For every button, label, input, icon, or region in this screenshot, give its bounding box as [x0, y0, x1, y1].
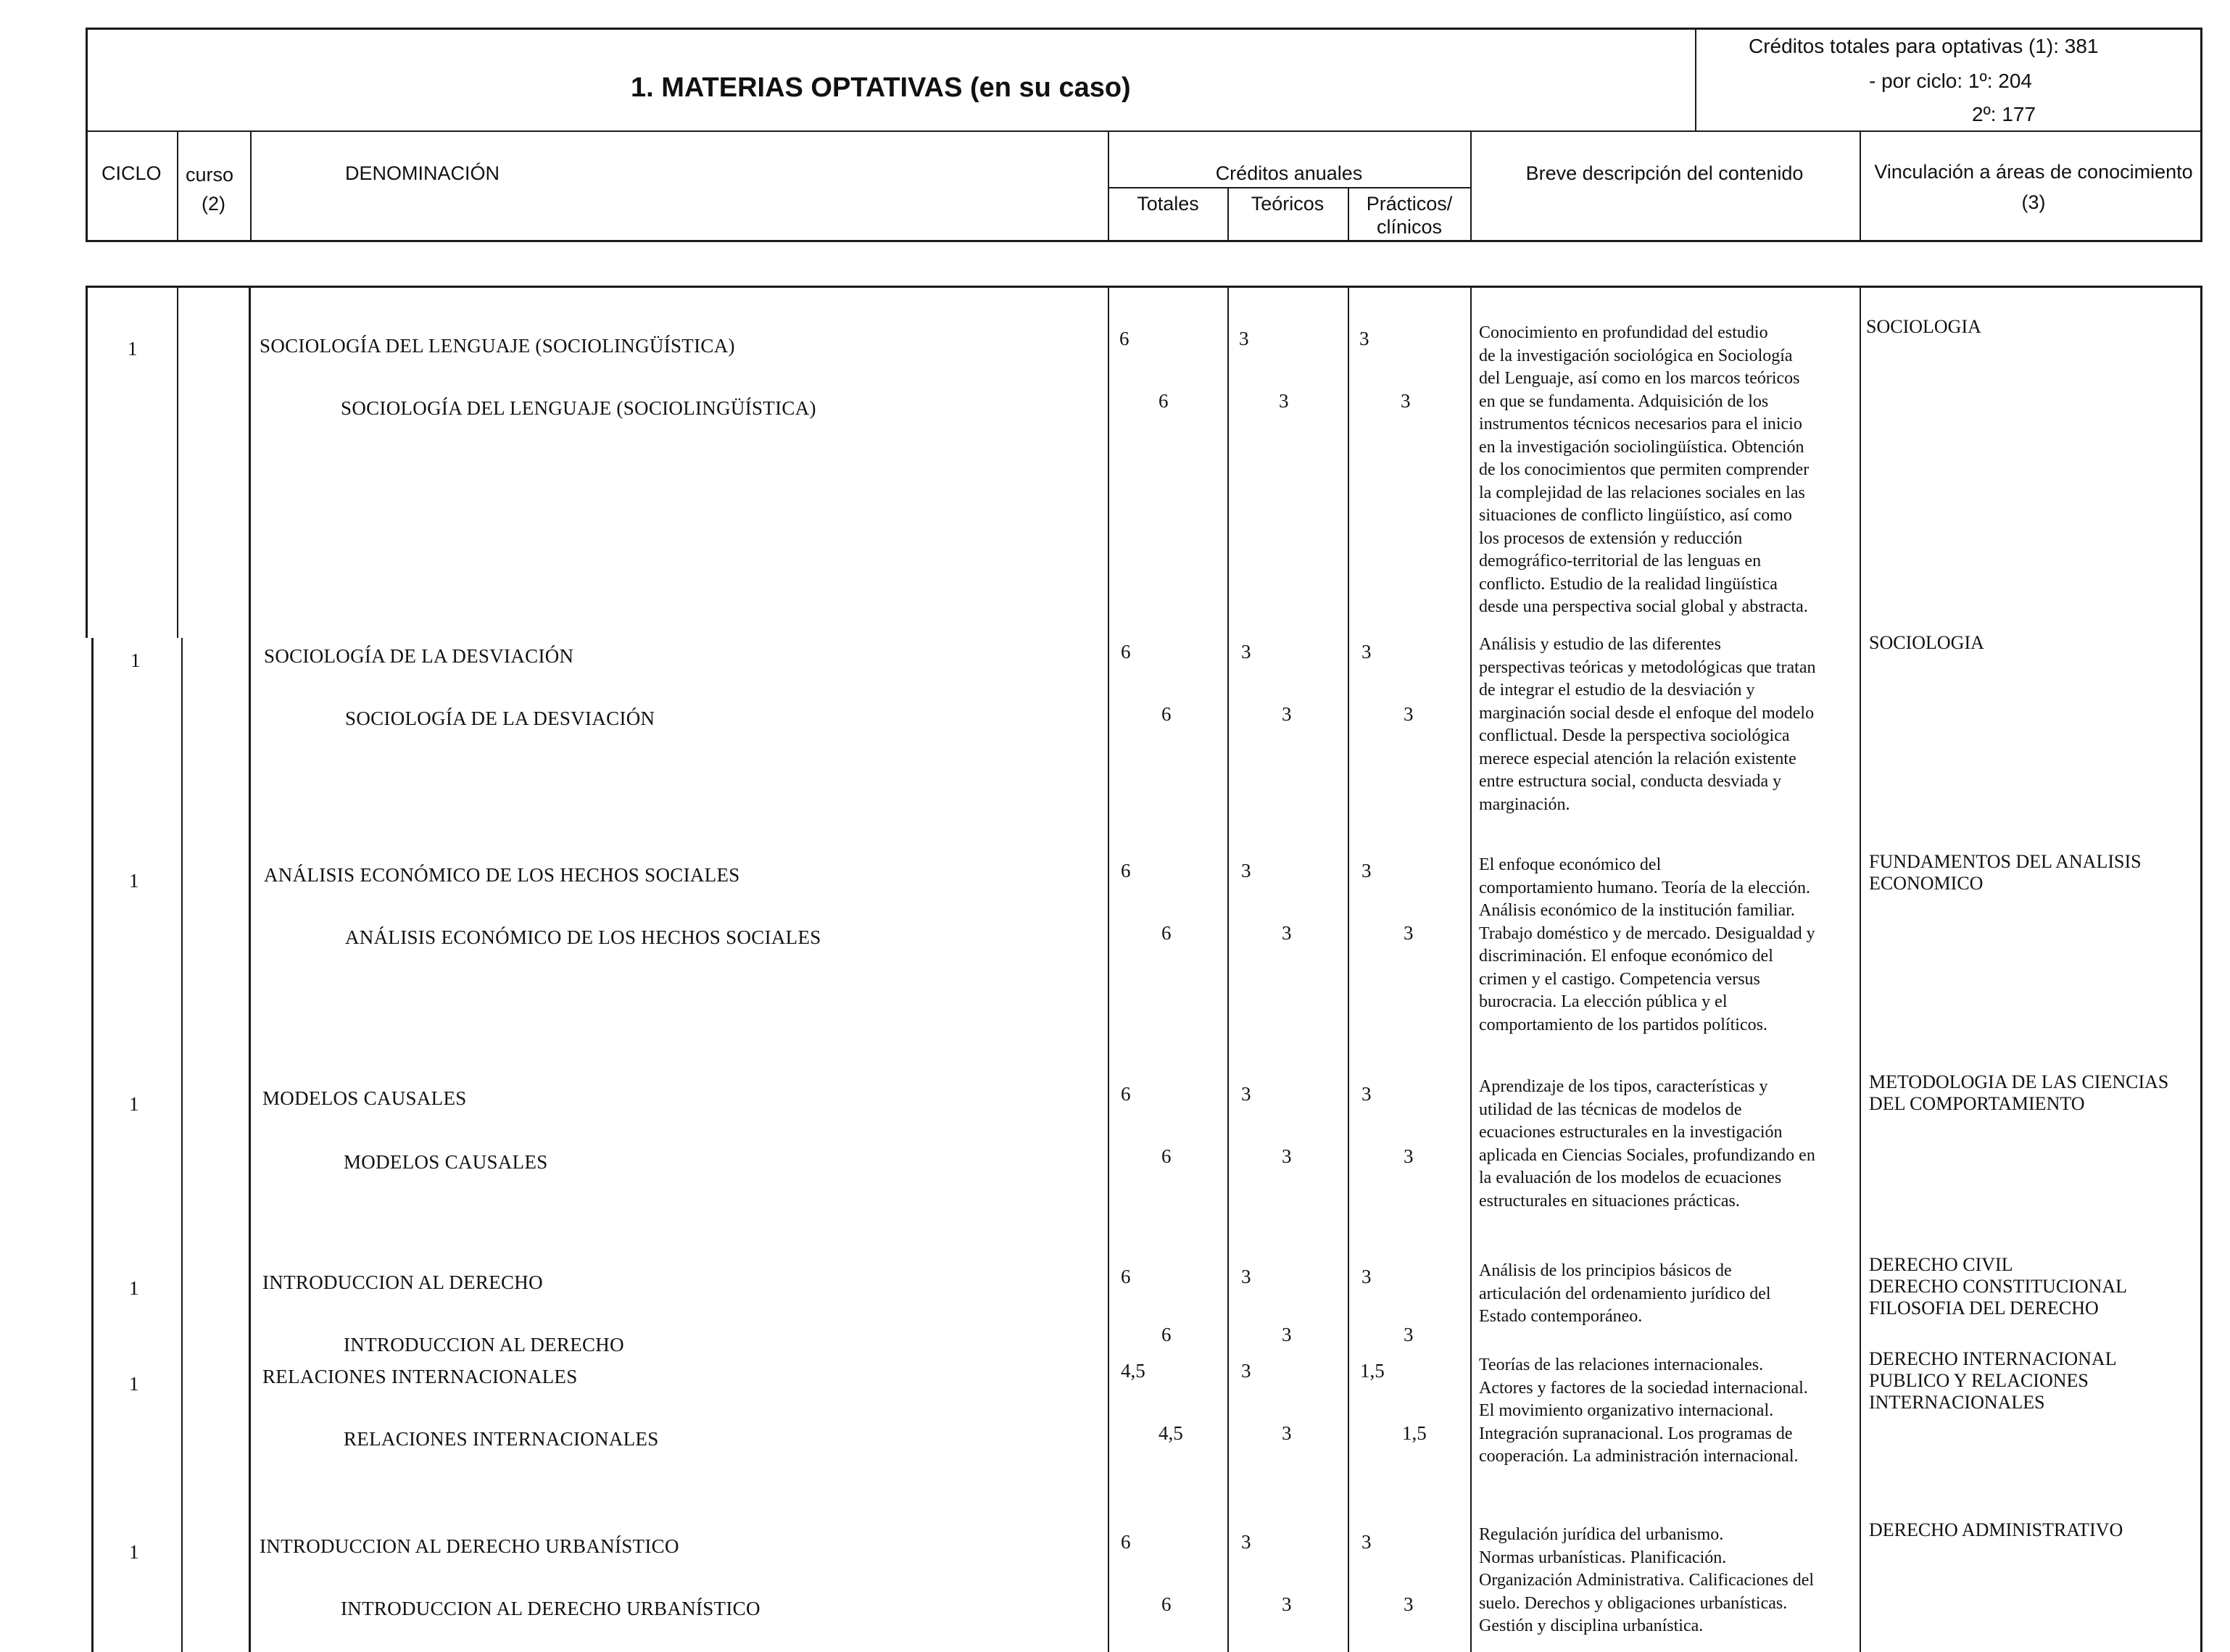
column-header-descripcion: Breve descripción del contenido — [1525, 162, 1804, 184]
materia-totales: 6 — [1121, 860, 1131, 881]
materia-totales: 6 — [1119, 328, 1129, 349]
materia-totales: 6 — [1121, 1083, 1131, 1105]
materia-teoricos: 3 — [1241, 1531, 1251, 1553]
asignatura-totales: 6 — [1161, 1145, 1172, 1167]
asignatura-teoricos: 3 — [1279, 390, 1289, 412]
descripcion: Teorías de las relaciones internacionales. Actores y factores de la sociedad internacional. El movimiento organizativo internacional. Integración supranacional. Los programas de cooperación. La administración internacional. — [1479, 1356, 1808, 1466]
asignatura-practicos: 1,5 — [1402, 1422, 1427, 1444]
asignatura-practicos: 3 — [1401, 390, 1411, 412]
asignatura-practicos: 3 — [1404, 922, 1414, 944]
asignatura-totales: 4,5 — [1158, 1422, 1183, 1444]
materia-totales: 4,5 — [1121, 1360, 1145, 1382]
materia-name: SOCIOLOGÍA DE LA DESVIACIÓN — [264, 645, 574, 667]
materia-name: RELACIONES INTERNACIONALES — [262, 1366, 578, 1387]
area-conocimiento: FUNDAMENTOS DEL ANALISIS ECONOMICO — [1869, 851, 2142, 894]
asignatura-totales: 6 — [1161, 922, 1172, 944]
page-title: 1. MATERIAS OPTATIVAS (en su caso) — [631, 72, 1131, 103]
materia-practicos: 3 — [1361, 1083, 1372, 1105]
materia-teoricos: 3 — [1241, 860, 1251, 881]
column-header-curso-note: (2) — [202, 193, 225, 215]
asignatura-practicos: 3 — [1404, 703, 1414, 725]
credits-total: Créditos totales para optativas (1): 381 — [1749, 35, 2099, 57]
asignatura-teoricos: 3 — [1282, 1593, 1292, 1615]
descripcion: Análisis y estudio de las diferentes perspectivas teóricas y metodológicas que tratan de integrar el estudio de la desviación y marginación social desde el enfoque del modelo conflictual. Desde la perspectiva sociológica merece especial atención la relación existente entre estructura social, conducta desviada y marginación. — [1479, 635, 1816, 814]
asignatura-name: MODELOS CAUSALES — [344, 1151, 548, 1173]
materia-teoricos: 3 — [1241, 1266, 1251, 1287]
materia-name: SOCIOLOGÍA DEL LENGUAJE (SOCIOLINGÜÍSTICA) — [260, 335, 735, 357]
descripcion: Análisis de los principios básicos de articulación del ordenamiento jurídico del Estado contemporáneo. — [1479, 1261, 1771, 1326]
column-header-practicos: Prácticos/ — [1366, 193, 1453, 215]
asignatura-practicos: 3 — [1404, 1593, 1414, 1615]
area-conocimiento: DERECHO CIVIL DERECHO CONSTITUCIONAL FILOSOFIA DEL DERECHO — [1869, 1254, 2128, 1319]
materia-practicos: 1,5 — [1360, 1360, 1385, 1382]
asignatura-teoricos: 3 — [1282, 703, 1292, 725]
row-ciclo: 1 — [129, 1277, 139, 1299]
materia-totales: 6 — [1121, 1266, 1131, 1287]
materia-teoricos: 3 — [1241, 1360, 1251, 1382]
materia-name: INTRODUCCION AL DERECHO — [262, 1271, 543, 1293]
row-ciclo: 1 — [129, 1541, 139, 1563]
area-conocimiento: DERECHO INTERNACIONAL PUBLICO Y RELACIONES INTERNACIONALES — [1869, 1348, 2117, 1413]
descripcion: Aprendizaje de los tipos, características y utilidad de las técnicas de modelos de ecuaciones estructurales en la investigación aplicada en Ciencias Sociales, profundizando en la evaluación de los modelos de ecuaciones estructurales en situaciones prácticas. — [1479, 1077, 1815, 1211]
materia-totales: 6 — [1121, 1531, 1131, 1553]
asignatura-practicos: 3 — [1404, 1145, 1414, 1167]
materia-practicos: 3 — [1359, 328, 1369, 349]
credits-cycle-1: - por ciclo: 1º: 204 — [1869, 70, 2032, 92]
row-ciclo: 1 — [129, 870, 139, 892]
column-header-totales: Totales — [1137, 193, 1199, 215]
materia-name: INTRODUCCION AL DERECHO URBANÍSTICO — [260, 1535, 679, 1557]
asignatura-teoricos: 3 — [1282, 1324, 1292, 1345]
asignatura-name: RELACIONES INTERNACIONALES — [344, 1428, 659, 1450]
materia-name: ANÁLISIS ECONÓMICO DE LOS HECHOS SOCIALES — [264, 864, 740, 886]
column-header-creditos-anuales: Créditos anuales — [1215, 162, 1363, 184]
descripcion: El enfoque económico del comportamiento humano. Teoría de la elección. Análisis económico de la institución familiar. Trabajo doméstico y de mercado. Desigualdad y discriminación. El enfoque económico del crimen y el castigo. Competencia versus burocracia. La elección pública y el comportamiento de los partidos políticos. — [1479, 855, 1815, 1034]
asignatura-totales: 6 — [1161, 703, 1172, 725]
asignatura-teoricos: 3 — [1282, 1145, 1292, 1167]
column-header-ciclo: CICLO — [101, 162, 162, 184]
column-header-vinculacion-note: (3) — [2021, 191, 2046, 213]
asignatura-name: ANÁLISIS ECONÓMICO DE LOS HECHOS SOCIALES — [345, 926, 821, 948]
asignatura-totales: 6 — [1161, 1593, 1172, 1615]
area-conocimiento: DERECHO ADMINISTRATIVO — [1869, 1519, 2123, 1540]
asignatura-name: SOCIOLOGÍA DEL LENGUAJE (SOCIOLINGÜÍSTICA) — [341, 397, 816, 419]
materia-practicos: 3 — [1361, 1531, 1372, 1553]
area-conocimiento: SOCIOLOGIA — [1869, 632, 1984, 653]
asignatura-name: INTRODUCCION AL DERECHO — [344, 1334, 624, 1356]
row-ciclo: 1 — [130, 649, 141, 671]
materia-practicos: 3 — [1361, 641, 1372, 663]
area-conocimiento: METODOLOGIA DE LAS CIENCIAS DEL COMPORTAMIENTO — [1869, 1071, 2169, 1114]
materia-teoricos: 3 — [1241, 1083, 1251, 1105]
materia-practicos: 3 — [1361, 860, 1372, 881]
descripcion: Regulación jurídica del urbanismo. Normas urbanísticas. Planificación. Organización Administrativa. Calificaciones del suelo. Derechos y obligaciones urbanísticas. Gestión y disciplina urbanística. — [1479, 1525, 1815, 1635]
row-ciclo: 1 — [128, 338, 138, 360]
asignatura-totales: 6 — [1158, 390, 1169, 412]
asignatura-name: SOCIOLOGÍA DE LA DESVIACIÓN — [345, 707, 655, 729]
column-header-teoricos: Teóricos — [1251, 193, 1325, 215]
row-ciclo: 1 — [129, 1373, 139, 1395]
credits-cycle-2: 2º: 177 — [1972, 103, 2036, 125]
column-header-curso: curso — [186, 164, 234, 186]
materia-teoricos: 3 — [1239, 328, 1249, 349]
column-header-clinicos: clínicos — [1376, 216, 1443, 238]
materia-teoricos: 3 — [1241, 641, 1251, 663]
column-header-vinculacion: Vinculación a áreas de conocimiento — [1874, 161, 2193, 183]
area-conocimiento: SOCIOLOGIA — [1866, 316, 1981, 337]
column-header-denominacion: DENOMINACIÓN — [345, 162, 500, 184]
asignatura-practicos: 3 — [1404, 1324, 1414, 1345]
asignatura-totales: 6 — [1161, 1324, 1172, 1345]
descripcion: Conocimiento en profundidad del estudio de la investigación sociológica en Sociología del Lenguaje, así como en los marcos teóricos en que se fundamenta. Adquisición de los instrumentos técnicos necesarios para el inicio en la investigación sociolingüística. Obtención de los conocimientos que permiten comprender la complejidad de las relaciones sociales en las situaciones de conflicto lingüístico, así como los procesos de extensión y reducción demográfico-territorial de las lenguas en conflicto. Estudio de la realidad lingüística desde una perspectiva social global y abstracta. — [1479, 323, 1810, 616]
asignatura-teoricos: 3 — [1282, 922, 1292, 944]
row-ciclo: 1 — [129, 1093, 139, 1115]
asignatura-name: INTRODUCCION AL DERECHO URBANÍSTICO — [341, 1598, 760, 1619]
materia-practicos: 3 — [1361, 1266, 1372, 1287]
asignatura-teoricos: 3 — [1282, 1422, 1292, 1444]
materia-name: MODELOS CAUSALES — [262, 1087, 467, 1109]
materia-totales: 6 — [1121, 641, 1131, 663]
